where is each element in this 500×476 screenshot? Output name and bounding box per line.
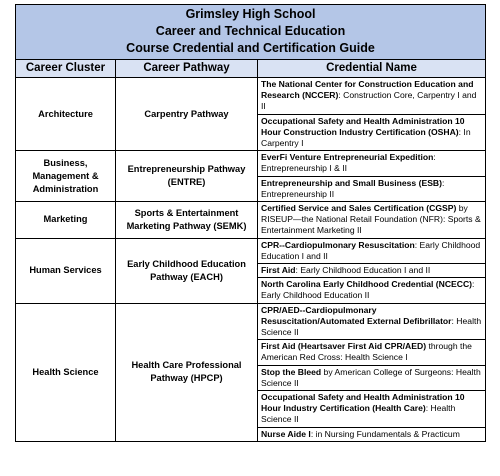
credential-name: First Aid (Heartsaver First Aid CPR/AED)	[261, 341, 427, 352]
credential-name: CPR--Cardiopulmonary Resuscitation	[261, 239, 415, 250]
career-pathway-cell: Early Childhood Education Pathway (EACH)	[116, 238, 258, 303]
header-career-pathway: Career Pathway	[116, 60, 258, 78]
table-row	[16, 303, 486, 340]
header-credential-name: Credential Name	[258, 60, 486, 78]
header-career-cluster: Career Cluster	[16, 60, 116, 78]
credential-cell	[258, 264, 486, 278]
table-row	[16, 202, 486, 239]
credential-name: EverFi Venture Entrepreneurial Expedition	[261, 152, 434, 163]
school-name: Grimsley High School	[185, 7, 316, 21]
career-pathway-cell: Entrepreneurship Pathway (ENTRE)	[116, 151, 258, 202]
credential-cell	[258, 278, 486, 303]
credential-course: by RISEUP—the National Retail Foundation (NFR): Sports & Entertainment Marketing II	[261, 203, 481, 236]
credential-course: : Entrepreneurship I & II	[261, 152, 436, 174]
table-row	[16, 238, 486, 263]
credential-cell	[258, 176, 486, 201]
career-cluster-cell: Architecture	[16, 78, 116, 151]
credential-name: First Aid	[261, 265, 296, 276]
guide-body	[16, 78, 486, 442]
credential-course: : Entrepreneurship II	[261, 177, 445, 199]
header-row	[16, 60, 486, 78]
career-cluster-cell: Business, Management & Administration	[16, 151, 116, 202]
career-pathway-cell: Carpentry Pathway	[116, 78, 258, 151]
credential-name: The National Center for Construction Education and Research (NCCER)	[261, 79, 474, 101]
department-name: Career and Technical Education	[155, 24, 346, 38]
title-row	[16, 5, 486, 60]
credential-course: : Health Science II	[261, 315, 482, 338]
career-pathway-cell: Sports & Entertainment Marketing Pathway (SEMK)	[116, 202, 258, 239]
credential-cell	[258, 151, 486, 176]
credential-name: CPR/AED--Cardiopulmonary Resuscitation/Automated External Defibrillator	[261, 304, 452, 326]
credential-name: Occupational Safety and Health Administration 10 Hour Construction Industry Certification (OSHA)	[261, 115, 465, 137]
career-cluster-cell: Marketing	[16, 202, 116, 239]
credential-course: : Early Childhood Education I and II	[261, 239, 481, 261]
credential-guide-table	[15, 4, 486, 442]
credential-cell	[258, 114, 486, 151]
credential-cell	[258, 238, 486, 263]
credential-course: by American College of Surgeons: Health Science II	[261, 366, 481, 388]
credential-course: : in Nursing Fundamentals & Practicum	[310, 428, 460, 439]
document-title	[16, 5, 486, 60]
credential-course: : Early Childhood Education I and II	[295, 265, 431, 276]
credential-cell	[258, 340, 486, 365]
career-pathway-cell: Health Care Professional Pathway (HPCP)	[116, 303, 258, 441]
credential-course: : Construction Core, Carpentry I and II	[261, 90, 477, 112]
table-row	[16, 78, 486, 115]
credential-cell	[258, 365, 486, 390]
credential-cell	[258, 303, 486, 340]
credential-course: : Early Childhood Education II	[261, 279, 475, 301]
credential-name: North Carolina Early Childhood Credential (NCECC)	[261, 279, 473, 290]
credential-cell	[258, 427, 486, 441]
credential-course: : In Carpentry I	[261, 126, 471, 149]
credential-name: Occupational Safety and Health Administration 10 Hour Industry Certification (Health Care)	[261, 392, 465, 414]
guide-name: Course Credential and Certification Guide	[126, 41, 375, 55]
credential-name: Stop the Bleed	[261, 366, 322, 377]
career-cluster-cell: Health Science	[16, 303, 116, 441]
credential-course: : Health Science II	[261, 403, 456, 425]
credential-cell	[258, 391, 486, 428]
credential-name: Certified Service and Sales Certification (CGSP)	[261, 203, 457, 214]
career-cluster-cell: Human Services	[16, 238, 116, 303]
credential-cell	[258, 78, 486, 115]
credential-course: through the American Red Cross: Health Science I	[261, 341, 472, 363]
credential-cell	[258, 202, 486, 239]
credential-name: Entrepreneurship and Small Business (ESB)	[261, 177, 442, 188]
credential-name: Nurse Aide I	[261, 428, 311, 439]
table-row	[16, 151, 486, 176]
